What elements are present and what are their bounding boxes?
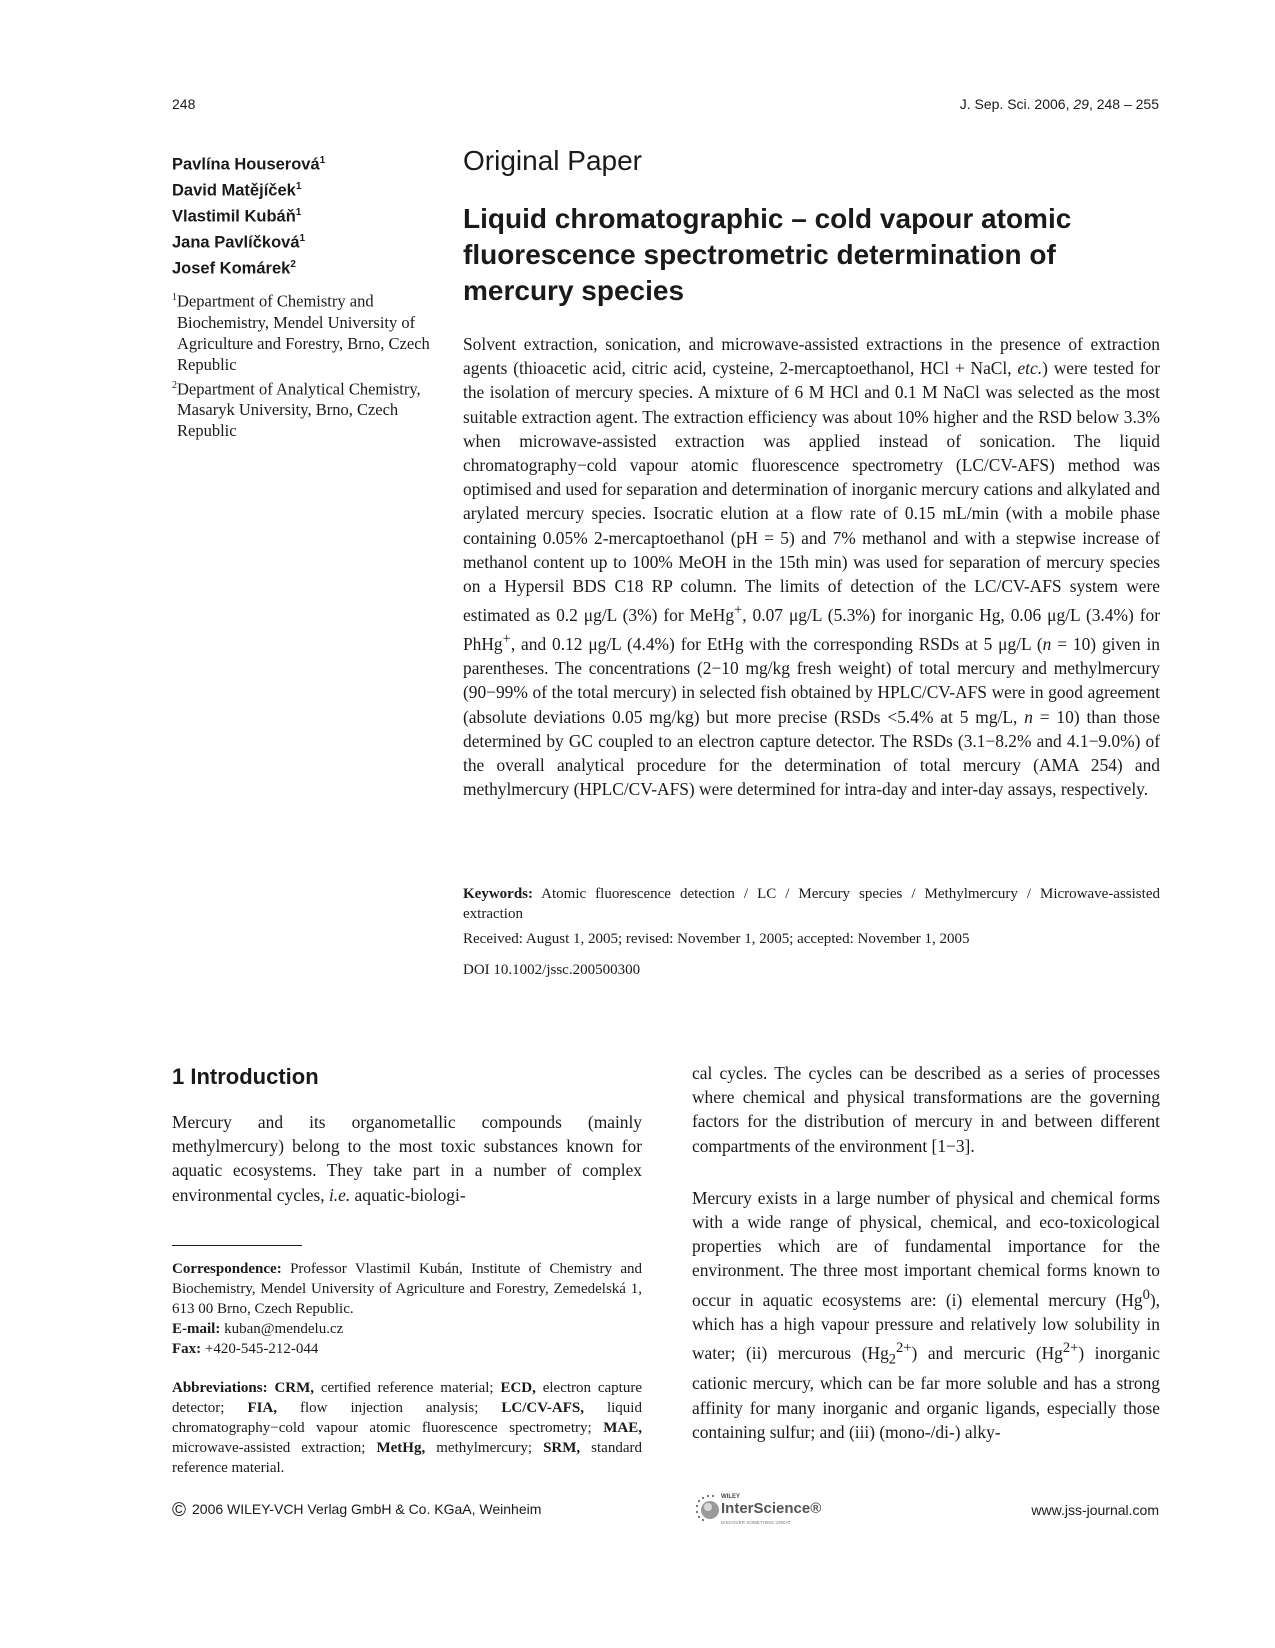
keywords-label: Keywords:	[463, 886, 533, 902]
svg-text:DISCOVER SOMETHING GREAT: DISCOVER SOMETHING GREAT	[721, 1520, 791, 1525]
journal-reference: J. Sep. Sci. 2006, 29, 248 – 255	[959, 96, 1159, 112]
keywords-text: Atomic fluorescence detection / LC / Mercury species / Methylmercury / Microwave-assisted extraction	[463, 886, 1160, 922]
correspondence-footnote: Correspondence: Professor Vlastimil Kubán, Institute of Chemistry and Biochemistry, Mendel University of Agriculture and Forestry, Zemedelská 1, 613 00 Brno, Czech Republic. E-mail: kuban@mendelu.cz Fax: +420-545-212-044	[172, 1261, 642, 1357]
keywords	[463, 884, 1160, 924]
abstract: Solvent extraction, sonication, and microwave-assisted extractions in the presence of extraction agents (thioacetic acid, citric acid, cysteine, 2-mercaptoethanol, HCl + NaCl, etc.) were tested for the isolation of mercury species. A mixture of 6 M HCl and 0.1 M NaCl was selected as the most suitable extraction agent. The extraction efficiency was about 10% higher and the RSD below 3.3% when microwave-assisted extraction was applied instead of sonication. The liquid chromatography−cold vapour atomic fluorescence spectrometry (LC/CV-AFS) method was optimised and used for separation and determination of inorganic mercury cations and alkylated and arylated mercury species. Isocratic elution at a flow rate of 0.15 mL/min (with a mobile phase containing 0.05% 2-mercaptoethanol (pH = 5) and 7% methanol and with a stepwise increase of methanol content up to 100% MeOH in the 15th min) was used for separation of mercury species on a Hypersil BDS C18 RP column. The limits of detection of the LC/CV-AFS system were estimated as 0.2 μg/L (3%) for MeHg+, 0.07 μg/L (5.3%) for inorganic Hg, 0.06 μg/L (3.4%) for PhHg+, and 0.12 μg/L (4.4%) for EtHg with the corresponding RSDs at 5 μg/L (n = 10) given in parentheses. The concentrations (2−10 mg/kg fresh weight) of total mercury and methylmercury (90−99% of the total mercury) in selected fish obtained by HPLC/CV-AFS were in good agreement (absolute deviations 0.05 mg/kg) but more precise (RSDs <5.4% at 5 mg/L, n = 10) than those determined by GC coupled to an electron capture detector. The RSDs (3.1−8.2% and 4.1−9.0%) of the overall analytical procedure for the determination of total mercury (AMA 254) and methylmercury (HPLC/CV-AFS) were determined for intra-day and inter-day assays, respectively.	[463, 334, 1161, 800]
author-list	[172, 150, 442, 280]
author: Jana Pavlíčková$^1$	[172, 233, 306, 252]
section-heading: 1 Introduction	[172, 1064, 319, 1089]
doi: DOI 10.1002/jssc.200500300	[463, 962, 641, 978]
copyright-icon: ©	[172, 1500, 186, 1521]
svg-text:WILEY: WILEY	[721, 1494, 740, 1500]
article-type: Original Paper	[463, 145, 642, 176]
author: Pavlína Houserová$^1$	[172, 155, 326, 174]
author: Josef Komárek$^2$	[172, 259, 296, 278]
publisher-logo	[693, 1490, 833, 1530]
intro-paragraph-continued: cal cycles. The cycles can be described as a series of processes where chemical and physical transformations are the governing factors for the distribution of mercury in and between different compartments of the environment [1−3].	[692, 1063, 1160, 1156]
footnote-rule	[172, 1245, 302, 1246]
intro-paragraph-mercury-forms: Mercury exists in a large number of physical and chemical forms with a wide range of physical, chemical, and eco-toxicological properties which are of fundamental importance for the environment. The three most important chemical forms known to occur in aquatic ecosystems are: (i) elemental mercury (Hg$^0$), which has a high vapour pressure and relatively low solubility in water; (ii) mercurous $(Hg_2^{2+})$ and mercuric $(Hg^{2+})$ inorganic cationic mercury, which can be far more soluble and has a strong affinity for many inorganic and organic ligands, especially those containing sulfur; and (iii) (mono-/di-) alky-	[692, 1187, 1161, 1442]
article-title: Liquid chromatographic – cold vapour atomic fluorescence spectrometric determination of mercury species	[463, 203, 1072, 306]
journal-url[interactable]: www.jss-journal.com	[1031, 1502, 1159, 1518]
right-column	[692, 1061, 1160, 1444]
affiliation: $^2$Department of Analytical Chemistry, Masaryk University, Brno, Czech Republic	[172, 379, 421, 440]
intro-paragraph-left: Mercury and its organometallic compounds (mainly methylmercury) belong to the most toxic substances known for aquatic ecosystems. They take part in a number of complex environmental cycles, i.e. aquatic-biologi-	[172, 1112, 642, 1205]
interscience-logo-icon	[693, 1490, 833, 1530]
email-link[interactable]: kuban@mendelu.cz	[224, 1321, 344, 1337]
article-dates: Received: August 1, 2005; revised: November 1, 2005; accepted: November 1, 2005	[463, 931, 970, 947]
author: Vlastimil Kubáň$^1$	[172, 207, 302, 226]
copyright: © 2006 WILEY-VCH Verlag GmbH & Co. KGaA, Weinheim	[172, 1500, 542, 1521]
abbreviations-footnote: Abbreviations: CRM, certified reference material; ECD, electron capture detector; FIA, flow injection analysis; LC/CV-AFS, liquid chromatography−cold vapour atomic fluorescence spectrometry; MAE, microwave-assisted extraction; MetHg, methylmercury; SRM, standard reference material.	[172, 1380, 643, 1476]
page-number: 248	[172, 96, 196, 112]
author: David Matějíček$^1$	[172, 181, 302, 200]
affiliation-list	[172, 287, 434, 441]
affiliation: $^1$Department of Chemistry and Biochemistry, Mendel University of Agriculture and Forestry, Brno, Czech Republic	[172, 291, 430, 374]
svg-text:InterScience®: InterScience®	[721, 1500, 822, 1517]
